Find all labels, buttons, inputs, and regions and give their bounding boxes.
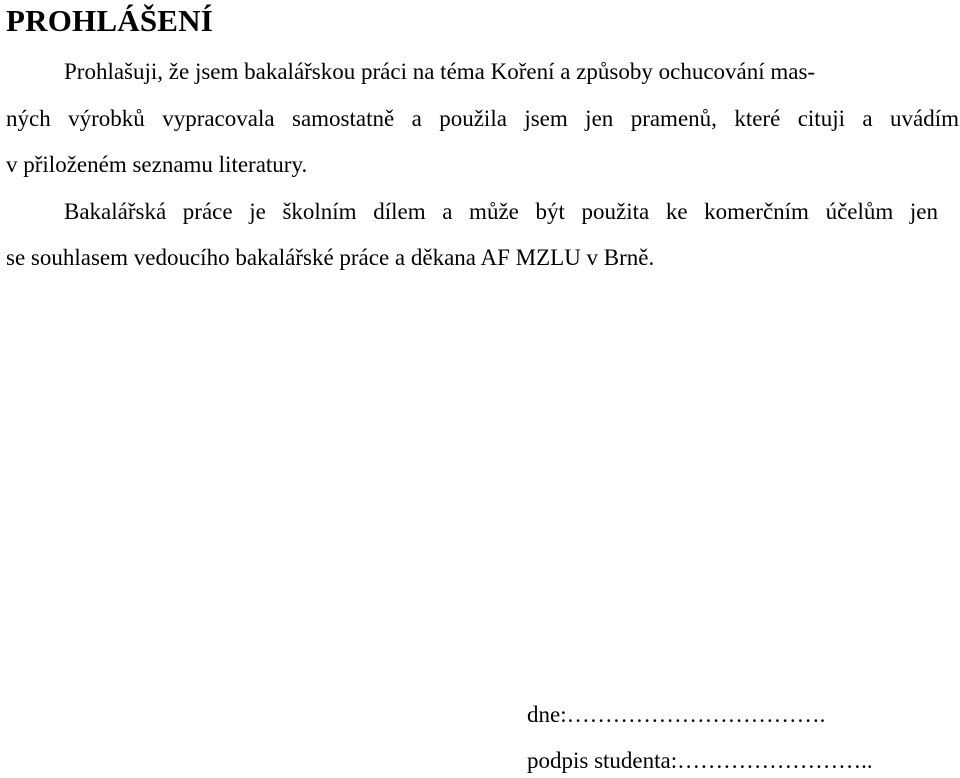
paragraph-2-line-1: Bakalářská práce je školním dílem a může být použita ke komerčním účelům jen — [64, 199, 938, 224]
paragraph-1-line-2: ných výrobků vypracovala samostatně a použila jsem jen pramenů, které cituji a uvádím — [6, 106, 959, 131]
paragraph-1-line-3: v přiloženém seznamu literatury. — [6, 152, 308, 177]
page-title: PROHLÁŠENÍ — [6, 3, 213, 38]
paragraph-2-line-2: se souhlasem vedoucího bakalářské práce a děkana AF MZLU v Brně. — [6, 245, 655, 270]
paragraph-1-line-1: Prohlašuji, že jsem bakalářskou práci na téma Koření a způsoby ochucování mas- — [64, 59, 816, 84]
student-signature-line: podpis studenta:…………………….. — [527, 748, 873, 773]
date-line: dne:……………………………. — [527, 702, 826, 727]
